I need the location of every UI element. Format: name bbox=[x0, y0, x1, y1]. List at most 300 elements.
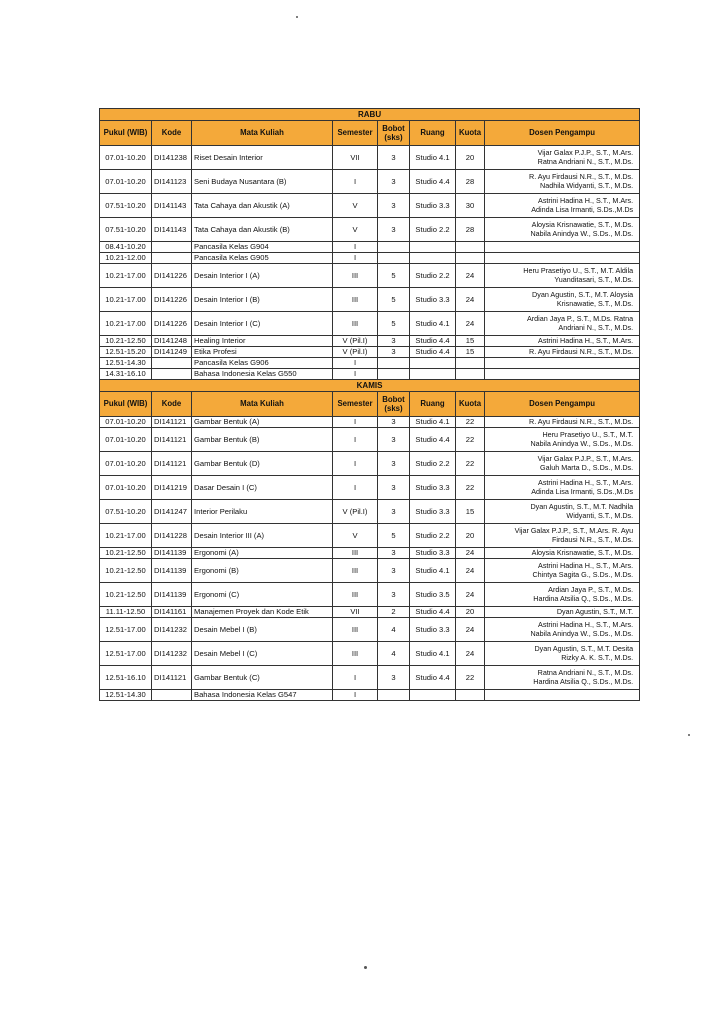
code-cell bbox=[152, 358, 192, 369]
bobot-cell: 3 bbox=[378, 548, 410, 559]
room-cell: Studio 4.4 bbox=[410, 336, 456, 347]
kuota-cell: 22 bbox=[456, 666, 485, 690]
course-cell: Etika Profesi bbox=[192, 347, 333, 358]
room-cell: Studio 4.4 bbox=[410, 170, 456, 194]
kuota-cell: 22 bbox=[456, 476, 485, 500]
dosen-name: Vijar Galax P.J.P., S.T., M.Ars. R. Ayu bbox=[514, 525, 634, 535]
table-row bbox=[100, 347, 640, 358]
dosen-cell bbox=[485, 170, 640, 194]
bobot-cell: 3 bbox=[378, 583, 410, 607]
time-cell: 10.21-17.00 bbox=[100, 264, 152, 288]
code-cell: DI141121 bbox=[152, 666, 192, 690]
course-cell: Tata Cahaya dan Akustik (A) bbox=[192, 194, 333, 218]
column-header: Mata Kuliah bbox=[192, 121, 333, 146]
time-cell: 10.21-17.00 bbox=[100, 312, 152, 336]
scan-speck bbox=[296, 16, 298, 18]
dosen-cell bbox=[485, 548, 640, 559]
dosen-cell bbox=[485, 194, 640, 218]
semester-cell: V (Pil.I) bbox=[333, 336, 378, 347]
table-row bbox=[100, 476, 640, 500]
bobot-cell: 3 bbox=[378, 452, 410, 476]
code-cell: DI141139 bbox=[152, 559, 192, 583]
code-cell: DI141123 bbox=[152, 170, 192, 194]
dosen-cell bbox=[485, 312, 640, 336]
room-cell: Studio 4.4 bbox=[410, 666, 456, 690]
course-cell: Bahasa Indonesia Kelas G550 bbox=[192, 369, 333, 380]
table-row bbox=[100, 524, 640, 548]
kuota-cell: 24 bbox=[456, 583, 485, 607]
kuota-cell: 24 bbox=[456, 618, 485, 642]
semester-cell: III bbox=[333, 642, 378, 666]
dosen-cell bbox=[485, 607, 640, 618]
dosen-name: Nabila Anindya W., S.Ds., M.Ds. bbox=[530, 228, 634, 238]
semester-cell: V (Pil.I) bbox=[333, 500, 378, 524]
semester-cell: III bbox=[333, 583, 378, 607]
bobot-cell: 5 bbox=[378, 524, 410, 548]
code-cell: DI141143 bbox=[152, 194, 192, 218]
course-cell: Pancasila Kelas G905 bbox=[192, 253, 333, 264]
column-header: Kuota bbox=[456, 121, 485, 146]
course-cell: Tata Cahaya dan Akustik (B) bbox=[192, 218, 333, 242]
dosen-cell bbox=[485, 500, 640, 524]
kuota-cell bbox=[456, 242, 485, 253]
code-cell bbox=[152, 369, 192, 380]
code-cell: DI141139 bbox=[152, 548, 192, 559]
table-row bbox=[100, 336, 640, 347]
dosen-name: Adinda Lisa Irmanti, S.Ds.,M.Ds bbox=[531, 204, 634, 214]
room-cell bbox=[410, 358, 456, 369]
time-cell: 10.21-17.00 bbox=[100, 288, 152, 312]
room-cell: Studio 2.2 bbox=[410, 264, 456, 288]
kuota-cell: 24 bbox=[456, 559, 485, 583]
bobot-cell: 2 bbox=[378, 607, 410, 618]
room-cell: Studio 3.3 bbox=[410, 500, 456, 524]
code-cell: DI141161 bbox=[152, 607, 192, 618]
kuota-cell: 22 bbox=[456, 417, 485, 428]
room-cell: Studio 4.1 bbox=[410, 417, 456, 428]
table-row bbox=[100, 242, 640, 253]
dosen-name: Ratna Andriani N., S.T., M.Ds. bbox=[537, 667, 634, 677]
dosen-name: Astrini Hadina H., S.T., M.Ars. bbox=[538, 335, 634, 345]
room-cell: Studio 2.2 bbox=[410, 524, 456, 548]
day-header-row bbox=[100, 380, 640, 392]
dosen-name: Rizky A. K. S.T., M.Ds. bbox=[561, 652, 634, 662]
dosen-cell bbox=[485, 264, 640, 288]
semester-cell: I bbox=[333, 417, 378, 428]
dosen-name: Astrini Hadina H., S.T., M.Ars. bbox=[538, 619, 634, 629]
bobot-cell: 3 bbox=[378, 428, 410, 452]
schedule-table bbox=[99, 108, 640, 701]
time-cell: 10.21-12.50 bbox=[100, 336, 152, 347]
dosen-name: Hardina Atsilia Q., S.Ds., M.Ds. bbox=[533, 593, 634, 603]
code-cell: DI141232 bbox=[152, 618, 192, 642]
schedule-body bbox=[100, 109, 640, 701]
table-row bbox=[100, 170, 640, 194]
column-header: Bobot (sks) bbox=[378, 392, 410, 417]
semester-cell: I bbox=[333, 452, 378, 476]
time-cell: 07.01-10.20 bbox=[100, 428, 152, 452]
dosen-name: Chintya Sagita G., S.Ds., M.Ds. bbox=[532, 569, 634, 579]
dosen-cell bbox=[485, 452, 640, 476]
dosen-name: Vijar Galax P.J.P., S.T., M.Ars. bbox=[537, 147, 634, 157]
dosen-cell bbox=[485, 218, 640, 242]
dosen-name: Dyan Agustin, S.T., M.T. Aloysia bbox=[532, 289, 634, 299]
dosen-name: Dyan Agustin, S.T., M.T. Nadhila bbox=[530, 501, 634, 511]
semester-cell: I bbox=[333, 428, 378, 452]
room-cell: Studio 3.3 bbox=[410, 548, 456, 559]
dosen-name: Aloysia Krisnawatie, S.T., M.Ds. bbox=[531, 547, 634, 557]
code-cell: DI141226 bbox=[152, 312, 192, 336]
kuota-cell: 15 bbox=[456, 347, 485, 358]
table-row bbox=[100, 312, 640, 336]
column-header: Ruang bbox=[410, 121, 456, 146]
kuota-cell: 30 bbox=[456, 194, 485, 218]
day-header-row bbox=[100, 109, 640, 121]
kuota-cell: 24 bbox=[456, 288, 485, 312]
dosen-name: Yuanditasari, S.T., M.Ds. bbox=[554, 274, 634, 284]
room-cell: Studio 2.2 bbox=[410, 452, 456, 476]
kuota-cell bbox=[456, 358, 485, 369]
table-row bbox=[100, 194, 640, 218]
bobot-cell bbox=[378, 253, 410, 264]
kuota-cell: 20 bbox=[456, 146, 485, 170]
code-cell: DI141238 bbox=[152, 146, 192, 170]
column-header: Semester bbox=[333, 121, 378, 146]
dosen-cell bbox=[485, 358, 640, 369]
code-cell bbox=[152, 690, 192, 701]
dosen-name: Ardian Jaya P., S.T., M.Ds. Ratna bbox=[526, 313, 634, 323]
dosen-name: Astrini Hadina H., S.T., M.Ars. bbox=[538, 477, 634, 487]
semester-cell: I bbox=[333, 476, 378, 500]
time-cell: 12.51-15.20 bbox=[100, 347, 152, 358]
column-header: Mata Kuliah bbox=[192, 392, 333, 417]
room-cell bbox=[410, 242, 456, 253]
bobot-cell bbox=[378, 690, 410, 701]
time-cell: 07.51-10.20 bbox=[100, 194, 152, 218]
room-cell: Studio 4.1 bbox=[410, 642, 456, 666]
day-title: KAMIS bbox=[100, 380, 640, 392]
dosen-cell bbox=[485, 336, 640, 347]
dosen-name: Dyan Agustin, S.T., M.T. bbox=[556, 606, 634, 616]
code-cell: DI141226 bbox=[152, 288, 192, 312]
column-header: Semester bbox=[333, 392, 378, 417]
course-cell: Pancasila Kelas G906 bbox=[192, 358, 333, 369]
column-header: Dosen Pengampu bbox=[485, 121, 640, 146]
dosen-name: Hardina Atsilia Q., S.Ds., M.Ds. bbox=[533, 676, 634, 686]
room-cell: Studio 3.5 bbox=[410, 583, 456, 607]
course-cell: Desain Mebel I (C) bbox=[192, 642, 333, 666]
dosen-name: Adinda Lisa Irmanti, S.Ds.,M.Ds bbox=[531, 486, 634, 496]
kuota-cell: 24 bbox=[456, 548, 485, 559]
semester-cell: III bbox=[333, 548, 378, 559]
course-cell: Desain Interior I (A) bbox=[192, 264, 333, 288]
room-cell: Studio 3.3 bbox=[410, 194, 456, 218]
room-cell: Studio 4.4 bbox=[410, 607, 456, 618]
dosen-name: R. Ayu Firdausi N.R., S.T., M.Ds. bbox=[529, 346, 634, 356]
code-cell: DI141139 bbox=[152, 583, 192, 607]
semester-cell: III bbox=[333, 559, 378, 583]
time-cell: 10.21-12.50 bbox=[100, 548, 152, 559]
semester-cell: V bbox=[333, 218, 378, 242]
dosen-name: R. Ayu Firdausi N.R., S.T., M.Ds. bbox=[529, 416, 634, 426]
dosen-name: Nabila Anindya W., S.Ds., M.Ds. bbox=[530, 438, 634, 448]
scan-speck bbox=[364, 966, 367, 969]
semester-cell: I bbox=[333, 170, 378, 194]
time-cell: 07.01-10.20 bbox=[100, 170, 152, 194]
dosen-name: Ratna Andriani N., S.T., M.Ds. bbox=[537, 156, 634, 166]
time-cell: 07.01-10.20 bbox=[100, 476, 152, 500]
semester-cell: I bbox=[333, 253, 378, 264]
schedule-sheet bbox=[99, 108, 639, 701]
dosen-cell bbox=[485, 253, 640, 264]
dosen-name: Heru Prasetiyo U., S.T., M.T. bbox=[542, 429, 634, 439]
column-header: Ruang bbox=[410, 392, 456, 417]
course-cell: Healing Interior bbox=[192, 336, 333, 347]
room-cell: Studio 4.4 bbox=[410, 347, 456, 358]
room-cell: Studio 4.4 bbox=[410, 428, 456, 452]
dosen-name: Nabila Anindya W., S.Ds., M.Ds. bbox=[530, 628, 634, 638]
room-cell: Studio 4.1 bbox=[410, 312, 456, 336]
dosen-cell bbox=[485, 369, 640, 380]
semester-cell: I bbox=[333, 666, 378, 690]
bobot-cell: 4 bbox=[378, 618, 410, 642]
bobot-cell: 5 bbox=[378, 312, 410, 336]
dosen-cell bbox=[485, 583, 640, 607]
bobot-cell: 5 bbox=[378, 288, 410, 312]
time-cell: 12.51-14.30 bbox=[100, 358, 152, 369]
room-cell bbox=[410, 253, 456, 264]
dosen-name: Firdausi N.R., S.T., M.Ds. bbox=[552, 534, 634, 544]
course-cell: Seni Budaya Nusantara (B) bbox=[192, 170, 333, 194]
code-cell: DI141121 bbox=[152, 417, 192, 428]
room-cell: Studio 3.3 bbox=[410, 288, 456, 312]
semester-cell: I bbox=[333, 358, 378, 369]
course-cell: Gambar Bentuk (B) bbox=[192, 428, 333, 452]
bobot-cell: 3 bbox=[378, 500, 410, 524]
dosen-name: Krisnawatie, S.T., M.Ds. bbox=[556, 298, 634, 308]
column-header: Dosen Pengampu bbox=[485, 392, 640, 417]
time-cell: 12.51-14.30 bbox=[100, 690, 152, 701]
time-cell: 10.21-12.50 bbox=[100, 583, 152, 607]
bobot-cell: 3 bbox=[378, 146, 410, 170]
dosen-name: Aloysia Krisnawatie, S.T., M.Ds. bbox=[531, 219, 634, 229]
semester-cell: III bbox=[333, 288, 378, 312]
time-cell: 08.41-10.20 bbox=[100, 242, 152, 253]
table-row bbox=[100, 607, 640, 618]
time-cell: 12.51-17.00 bbox=[100, 618, 152, 642]
course-cell: Manajemen Proyek dan Kode Etik bbox=[192, 607, 333, 618]
table-row bbox=[100, 428, 640, 452]
code-cell: DI141143 bbox=[152, 218, 192, 242]
code-cell: DI141121 bbox=[152, 428, 192, 452]
bobot-cell: 3 bbox=[378, 559, 410, 583]
column-header: Kuota bbox=[456, 392, 485, 417]
table-row bbox=[100, 690, 640, 701]
course-cell: Riset Desain Interior bbox=[192, 146, 333, 170]
bobot-cell: 3 bbox=[378, 417, 410, 428]
column-header: Kode bbox=[152, 121, 192, 146]
course-cell: Ergonomi (B) bbox=[192, 559, 333, 583]
bobot-cell: 3 bbox=[378, 218, 410, 242]
table-row bbox=[100, 559, 640, 583]
kuota-cell bbox=[456, 253, 485, 264]
time-cell: 14.31-16.10 bbox=[100, 369, 152, 380]
kuota-cell: 24 bbox=[456, 312, 485, 336]
kuota-cell: 22 bbox=[456, 428, 485, 452]
code-cell: DI141232 bbox=[152, 642, 192, 666]
room-cell: Studio 4.1 bbox=[410, 559, 456, 583]
time-cell: 07.51-10.20 bbox=[100, 218, 152, 242]
kuota-cell bbox=[456, 690, 485, 701]
time-cell: 10.21-12.00 bbox=[100, 253, 152, 264]
course-cell: Desain Interior III (A) bbox=[192, 524, 333, 548]
time-cell: 10.21-17.00 bbox=[100, 524, 152, 548]
dosen-name: Ardian Jaya P., S.T., M.Ds. bbox=[548, 584, 634, 594]
time-cell: 07.01-10.20 bbox=[100, 146, 152, 170]
kuota-cell bbox=[456, 369, 485, 380]
dosen-name: R. Ayu Firdausi N.R., S.T., M.Ds. bbox=[529, 171, 634, 181]
kuota-cell: 28 bbox=[456, 218, 485, 242]
kuota-cell: 24 bbox=[456, 642, 485, 666]
column-header: Pukul (WIB) bbox=[100, 392, 152, 417]
semester-cell: III bbox=[333, 312, 378, 336]
dosen-cell bbox=[485, 618, 640, 642]
code-cell bbox=[152, 253, 192, 264]
time-cell: 07.01-10.20 bbox=[100, 417, 152, 428]
table-row bbox=[100, 264, 640, 288]
kuota-cell: 15 bbox=[456, 336, 485, 347]
column-header: Kode bbox=[152, 392, 192, 417]
dosen-name: Astrini Hadina H., S.T., M.Ars. bbox=[538, 560, 634, 570]
time-cell: 12.51-16.10 bbox=[100, 666, 152, 690]
table-row bbox=[100, 253, 640, 264]
course-cell: Pancasila Kelas G904 bbox=[192, 242, 333, 253]
code-cell: DI141121 bbox=[152, 452, 192, 476]
bobot-cell: 3 bbox=[378, 194, 410, 218]
scan-speck bbox=[688, 734, 690, 736]
dosen-name: Astrini Hadina H., S.T., M.Ars. bbox=[538, 195, 634, 205]
dosen-cell bbox=[485, 242, 640, 253]
course-cell: Gambar Bentuk (C) bbox=[192, 666, 333, 690]
semester-cell: VII bbox=[333, 607, 378, 618]
room-cell: Studio 4.1 bbox=[410, 146, 456, 170]
room-cell: Studio 3.3 bbox=[410, 618, 456, 642]
course-cell: Gambar Bentuk (A) bbox=[192, 417, 333, 428]
kuota-cell: 24 bbox=[456, 264, 485, 288]
table-row bbox=[100, 146, 640, 170]
dosen-name: Heru Prasetiyo U., S.T., M.T. Aldila bbox=[523, 265, 634, 275]
code-cell: DI141247 bbox=[152, 500, 192, 524]
column-header: Bobot (sks) bbox=[378, 121, 410, 146]
table-row bbox=[100, 666, 640, 690]
dosen-name: Widyanti, S.T., M.Ds. bbox=[566, 510, 634, 520]
semester-cell: V bbox=[333, 194, 378, 218]
day-title: RABU bbox=[100, 109, 640, 121]
room-cell: Studio 3.3 bbox=[410, 476, 456, 500]
table-row bbox=[100, 369, 640, 380]
time-cell: 07.51-10.20 bbox=[100, 500, 152, 524]
code-cell: DI141226 bbox=[152, 264, 192, 288]
dosen-cell bbox=[485, 428, 640, 452]
code-cell: DI141219 bbox=[152, 476, 192, 500]
dosen-cell bbox=[485, 146, 640, 170]
bobot-cell bbox=[378, 358, 410, 369]
course-cell: Desain Interior I (C) bbox=[192, 312, 333, 336]
code-cell bbox=[152, 242, 192, 253]
column-header: Pukul (WIB) bbox=[100, 121, 152, 146]
table-row bbox=[100, 642, 640, 666]
dosen-cell bbox=[485, 524, 640, 548]
semester-cell: III bbox=[333, 618, 378, 642]
kuota-cell: 22 bbox=[456, 452, 485, 476]
room-cell: Studio 2.2 bbox=[410, 218, 456, 242]
bobot-cell bbox=[378, 242, 410, 253]
course-cell: Gambar Bentuk (D) bbox=[192, 452, 333, 476]
dosen-cell bbox=[485, 347, 640, 358]
bobot-cell bbox=[378, 369, 410, 380]
course-cell: Bahasa Indonesia Kelas G547 bbox=[192, 690, 333, 701]
column-header-row bbox=[100, 392, 640, 417]
semester-cell: V (Pil.I) bbox=[333, 347, 378, 358]
table-row bbox=[100, 417, 640, 428]
bobot-cell: 3 bbox=[378, 666, 410, 690]
semester-cell: I bbox=[333, 242, 378, 253]
column-header-row bbox=[100, 121, 640, 146]
code-cell: DI141249 bbox=[152, 347, 192, 358]
table-row bbox=[100, 358, 640, 369]
bobot-cell: 4 bbox=[378, 642, 410, 666]
table-row bbox=[100, 218, 640, 242]
course-cell: Desain Interior I (B) bbox=[192, 288, 333, 312]
code-cell: DI141248 bbox=[152, 336, 192, 347]
dosen-name: Dyan Agustin, S.T., M.T. Desita bbox=[534, 643, 634, 653]
bobot-cell: 5 bbox=[378, 264, 410, 288]
code-cell: DI141228 bbox=[152, 524, 192, 548]
semester-cell: I bbox=[333, 690, 378, 701]
course-cell: Desain Mebel I (B) bbox=[192, 618, 333, 642]
table-row bbox=[100, 500, 640, 524]
course-cell: Interior Perilaku bbox=[192, 500, 333, 524]
kuota-cell: 20 bbox=[456, 607, 485, 618]
kuota-cell: 20 bbox=[456, 524, 485, 548]
table-row bbox=[100, 452, 640, 476]
dosen-cell bbox=[485, 690, 640, 701]
room-cell bbox=[410, 369, 456, 380]
table-row bbox=[100, 288, 640, 312]
course-cell: Ergonomi (A) bbox=[192, 548, 333, 559]
dosen-cell bbox=[485, 288, 640, 312]
dosen-cell bbox=[485, 476, 640, 500]
dosen-cell bbox=[485, 666, 640, 690]
semester-cell: VII bbox=[333, 146, 378, 170]
table-row bbox=[100, 618, 640, 642]
dosen-name: Galuh Marta D., S.Ds., M.Ds. bbox=[540, 462, 634, 472]
bobot-cell: 3 bbox=[378, 336, 410, 347]
dosen-cell bbox=[485, 642, 640, 666]
time-cell: 12.51-17.00 bbox=[100, 642, 152, 666]
table-row bbox=[100, 548, 640, 559]
bobot-cell: 3 bbox=[378, 170, 410, 194]
kuota-cell: 28 bbox=[456, 170, 485, 194]
room-cell bbox=[410, 690, 456, 701]
bobot-cell: 3 bbox=[378, 476, 410, 500]
dosen-cell bbox=[485, 417, 640, 428]
dosen-cell bbox=[485, 559, 640, 583]
table-row bbox=[100, 583, 640, 607]
time-cell: 11.11-12.50 bbox=[100, 607, 152, 618]
time-cell: 07.01-10.20 bbox=[100, 452, 152, 476]
time-cell: 10.21-12.50 bbox=[100, 559, 152, 583]
